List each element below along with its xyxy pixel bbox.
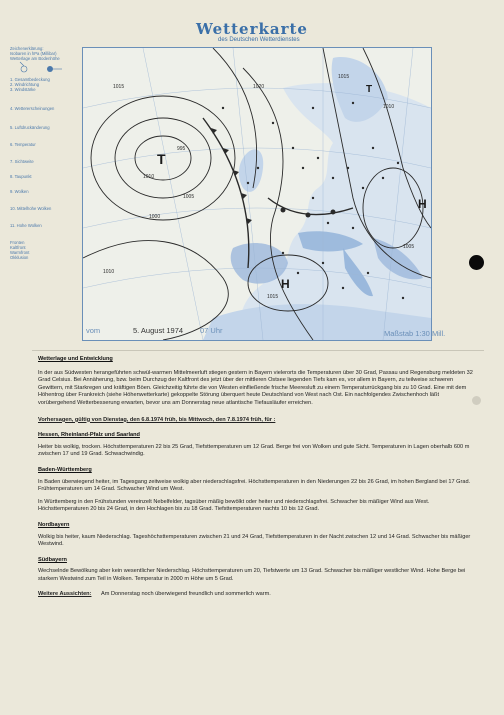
legend-line: 7. Sichtweite — [10, 159, 34, 164]
outlook-heading: Weitere Aussichten: — [38, 591, 92, 598]
legend-line: Isobaren in hPa (Millibar) — [10, 51, 57, 56]
map-date-prefix: vom — [86, 326, 101, 335]
legend-symbol-area — [10, 61, 78, 77]
legend-line: 3. Windstärke — [10, 87, 36, 92]
low-center: T — [157, 151, 166, 167]
outlook-text: Am Donnerstag noch überwiegend freundlich und sommerlich warm. — [101, 591, 271, 598]
map-time: 07 Uhr — [200, 326, 223, 335]
pressure-label: 1010 — [383, 104, 395, 110]
legend-line: 9. Wolken — [10, 189, 29, 194]
pressure-label: 1015 — [113, 84, 125, 90]
region-forecast-text: Wechselnde Bewölkung aber kein wesentlicher Niederschlag. Höchsttemperaturen um 20, Tiefstwerte um 13 Grad. Schwacher bis mäßiger westlicher Wind. Hohe Berge bei starkem Westwind zum Teil in Wolken. Temperatur in 2000 m Höhe um 5 Grad. — [38, 568, 466, 582]
punch-hole — [469, 255, 484, 270]
legend-line: 4. Wettererscheinungen — [10, 106, 55, 111]
map-scale: Maßstab 1:30 Mill. — [384, 329, 446, 338]
region-forecast-text: Heiter bis wolkig, trocken. Höchsttemperaturen 22 bis 25 Grad, Tiefsttemperaturen um 12 Grad. Berge frei von Wolken und gute Sicht. Temperaturen in Lagen oberhalb 600 m zwischen 17 und 19 Grad. Schwachwindig. — [38, 443, 470, 458]
outlook — [38, 591, 478, 599]
legend-line: 2. Windrichtung — [10, 82, 40, 87]
legend-line: Warmfront — [10, 250, 30, 255]
legend-line: 11. Hohe Wolken — [10, 223, 42, 228]
pressure-label: 1015 — [267, 294, 279, 300]
pressure-label: 1020 — [253, 84, 265, 90]
legend-line: Kaltfront — [10, 245, 26, 250]
pressure-label: 995 — [177, 146, 186, 152]
pressure-label: 1005 — [183, 194, 195, 200]
legend-line: 5. Luftdruckänderung — [10, 125, 50, 130]
land-britain — [239, 149, 263, 192]
section-heading: Wetterlage und Entwicklung — [38, 356, 113, 362]
legend-line: 1. Gesamtbedeckung — [10, 77, 50, 82]
pressure-label: 1005 — [403, 244, 415, 250]
region-heading: Baden-Württemberg — [38, 466, 92, 473]
high-center: H — [418, 197, 427, 211]
pressure-label: 1010 — [143, 174, 155, 180]
legend-line: Okklusion — [10, 255, 29, 260]
region-heading: Hessen, Rheinland-Pfalz und Saarland — [38, 432, 140, 439]
legend-line: Fronten — [10, 240, 25, 245]
pressure-label: 1015 — [338, 74, 350, 80]
legend-line: 6. Temperatur — [10, 142, 36, 147]
high-center: H — [281, 277, 290, 291]
synoptic-map-graphic — [83, 48, 431, 340]
weather-report — [38, 356, 478, 599]
map-legend — [10, 46, 78, 336]
region-forecast-text: Wolkig bis heiter, kaum Niederschlag. Tageshöchsttemperaturen zwischen 21 und 24 Grad, Tiefsttemperaturen in der Nacht zwischen 12 und 14 Grad. Schwacher bis mäßiger Westwind. — [38, 533, 471, 548]
divider — [32, 350, 484, 351]
page-title: Wetterkarte — [196, 20, 308, 38]
land-europe — [240, 83, 431, 340]
region-heading: Nordbayern — [38, 521, 70, 528]
forecast-heading: Vorhersagen, gültig von Dienstag, den 6.8.1974 früh, bis Mittwoch, den 7.8.1974 früh, für : — [38, 416, 276, 423]
legend-line: 8. Taupunkt — [10, 174, 32, 179]
low-center: T — [366, 84, 373, 95]
page-subtitle: des Deutschen Wetterdienstes — [218, 37, 300, 43]
synoptic-map — [82, 47, 432, 341]
region-forecast-text: In Baden überwiegend heiter, im Tagesgang zeitweise wolkig aber niederschlagsfrei. Höchsttemperaturen in den Niederungen 22 bis 26 Grad, im hohen Bergland bei 17 Grad. Frühtemperaturen um 14 Grad. Schwacher Wind um West. — [38, 478, 471, 493]
region-forecast-text: In Württemberg in den Frühstunden vereinzelt Nebelfelder, tagsüber mäßig bewölkt oder heiter und niederschlagsfrei. Schwacher bis mäßiger Wind aus West. Höchsttemperaturen 20 bis 24 Grad, in den Hochlagen bis zu 18 Grad. Tiefsttemperaturen nachts 10 bis 12 Grad. — [38, 498, 430, 513]
legend-line: 10. Mittelhohe Wolken — [10, 206, 52, 211]
legend-line: Wetterlage am Bodenhöhe — [10, 56, 60, 61]
map-date: 5. August 1974 — [133, 326, 184, 335]
region-heading: Südbayern — [38, 556, 67, 563]
pressure-label: 1010 — [103, 269, 115, 275]
pressure-label: 1000 — [149, 214, 161, 220]
legend-line: Zeichenerklärung: — [10, 46, 44, 51]
station-model-icon — [10, 61, 78, 77]
weather-situation-text: In der aus Südwesten herangeführten schwül-warmen Mittelmeerluft stiegen gestern in Bayern vielerorts die Temperaturen über 30 Grad, Passau und Regensburg meldeten 32 Grad Celsius. Bei Annäherung, bzw. beim Durchzug der Kaltfront des jetzt über der mittleren Ostsee liegenden Tiefs kam es, vor allem in Bayern, zu teilweise schweren Gewittern, mit Starkregen und kräftigen Böen. Gleichzeitig führte die von Westen einfließende frische Meeresluft zu einem Temperaturrückgang bis zu 10 Grad. Eine mit dem Höhentrog über Frankreich (siehe Höhenwetterkarte) gekoppelte Störung überquert heute Deutschland von West nach Ost. Ein nachfolgendes Zwischenhoch läßt vorübergehend Wetterbesserung erwarten, bevor uns am Donnerstag neue atlantische Tiefausläufer erreichen. — [38, 369, 473, 406]
